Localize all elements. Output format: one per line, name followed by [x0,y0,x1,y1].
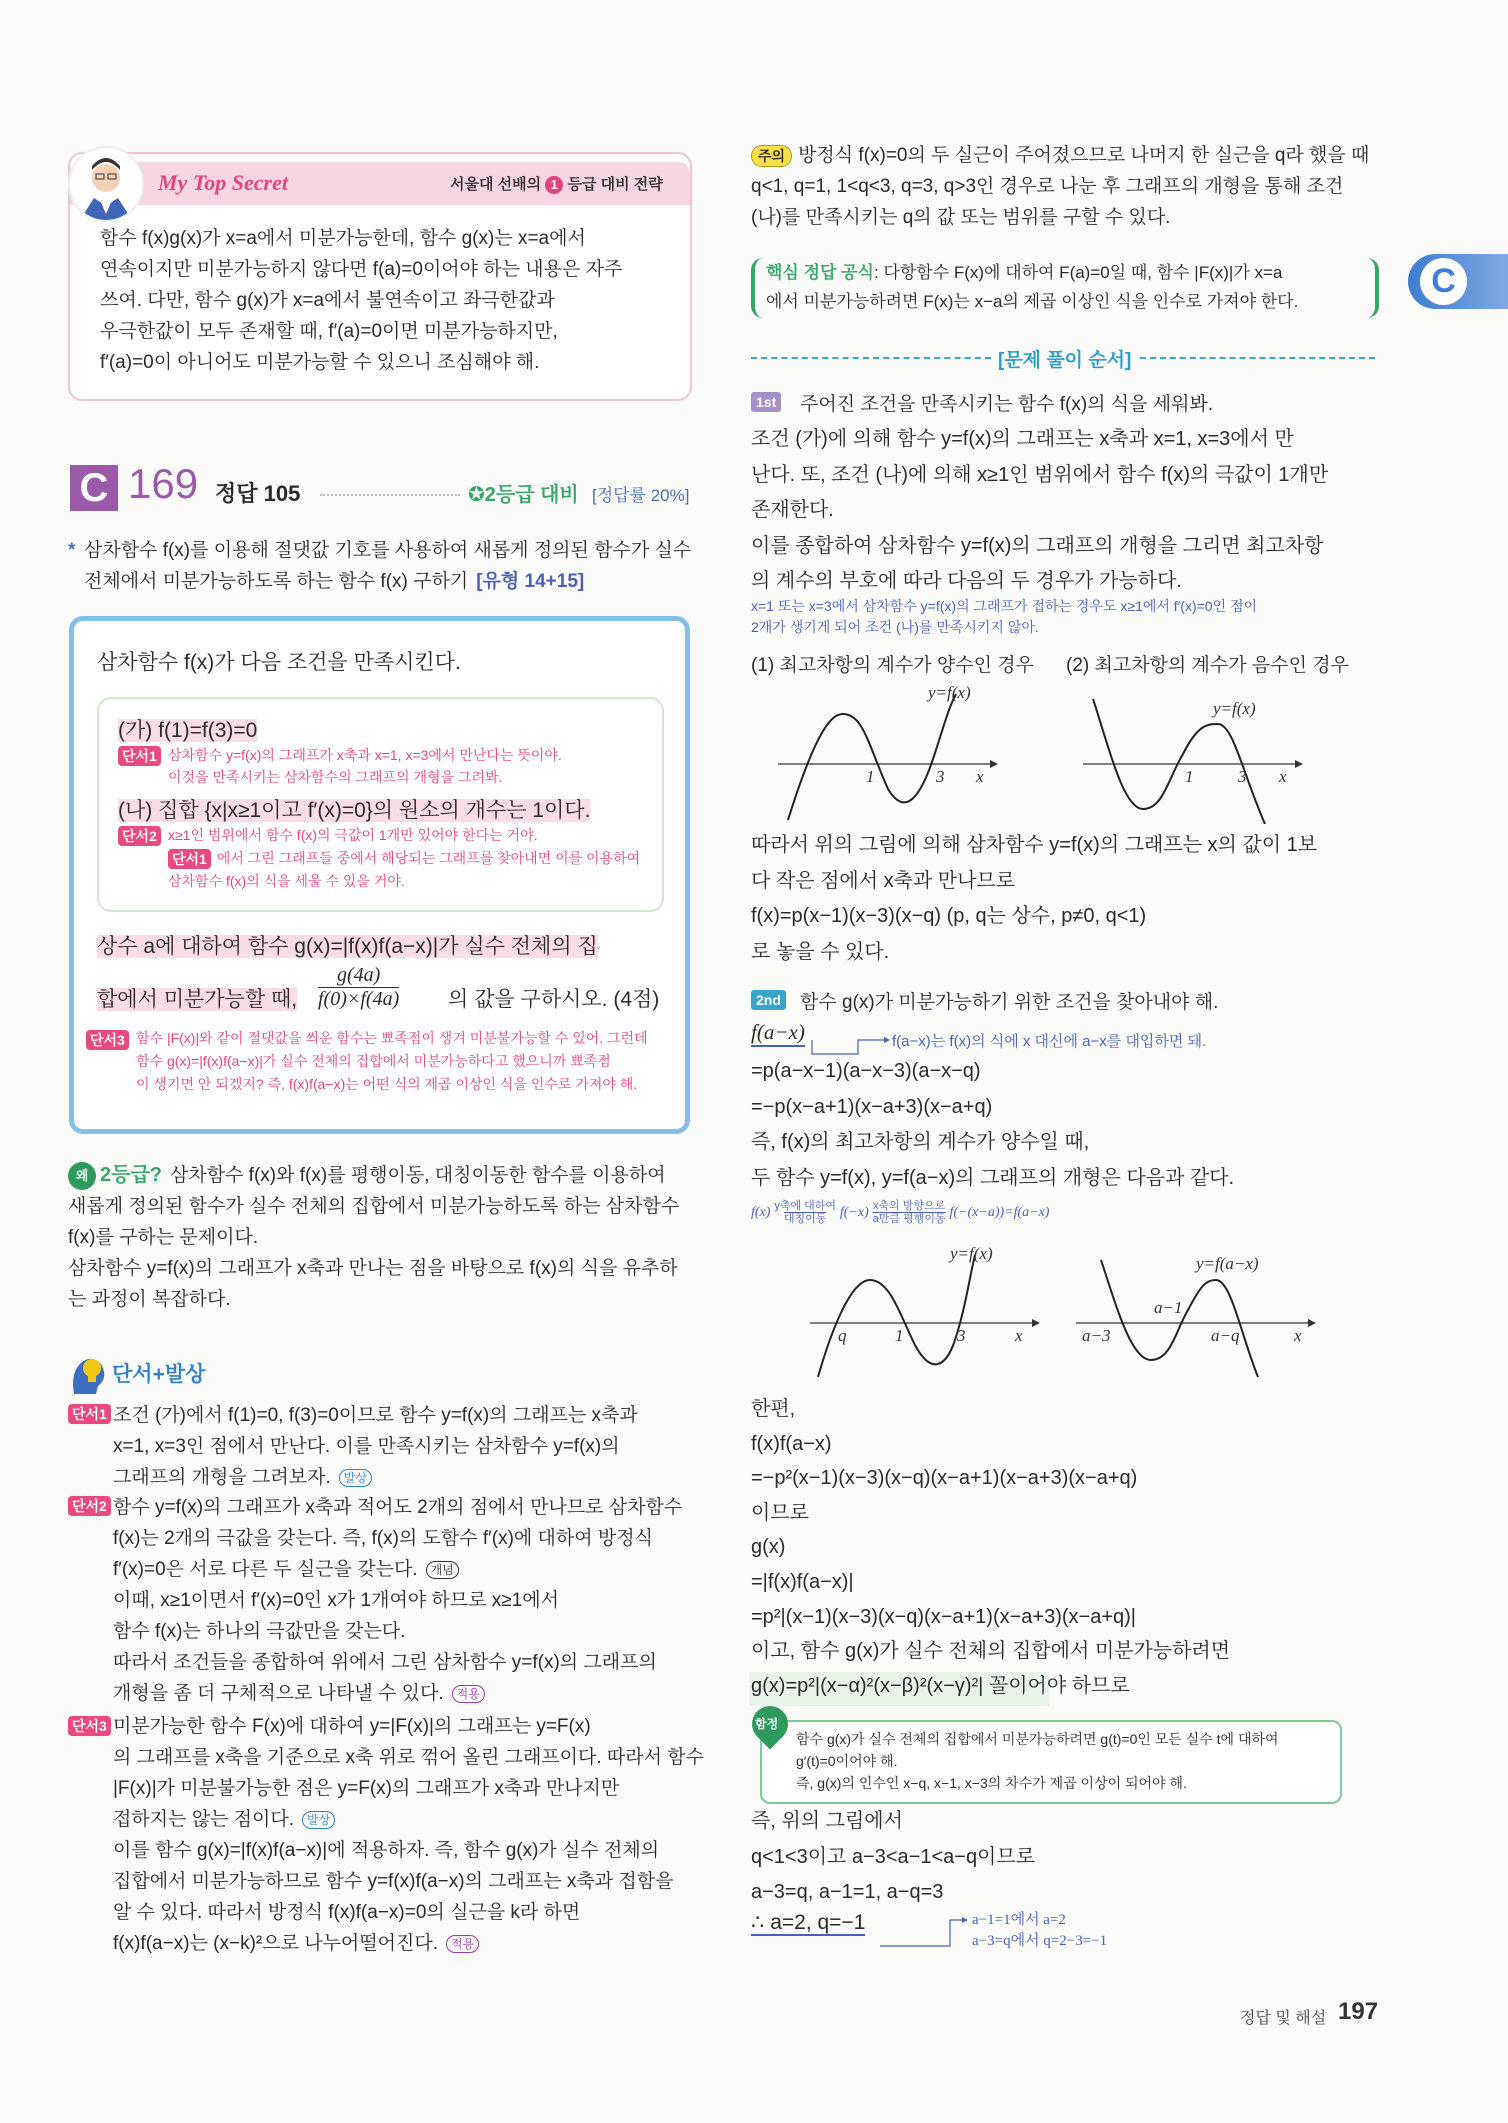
dashed-divider-left [751,357,991,359]
graph-f-x [810,1245,1040,1380]
question-text-2: 합에서 미분가능할 때, [97,988,298,1011]
step1-after-line [751,864,1317,900]
hint2-line-text: 에서 그린 그래프들 중에서 해당되는 그래프를 찾아내면 이를 이용하여 [216,850,641,866]
trap-lines [796,1728,1279,1794]
top-secret-line-text: f′(a)=0이 아니어도 미분가능할 수 있으니 조심해야 해. [100,352,540,373]
step2-line3 [751,1804,1035,1840]
trap-tag: 함정 [755,1717,779,1731]
step1-title: 주어진 조건을 만족시키는 함수 f(x)의 식을 세워봐. [800,394,1214,415]
step2-line-text: 두 함수 y=f(x), y=f(a−x)의 그래프의 개형은 다음과 같다. [751,1166,1235,1189]
step2-title: 함수 g(x)가 미분가능하기 위한 조건을 찾아내야 해. [800,992,1219,1013]
axis-label: x [1294,1326,1302,1345]
key-formula-line2: 에서 미분가능하려면 F(x)는 x−a의 제곱 이상인 식을 인수로 가져야 한다. [766,292,1299,311]
avatar [68,146,144,222]
step2-line2 [751,1530,1230,1565]
step1-line-text: 존재한다. [751,499,834,521]
arrow2-bottom: a만큼 평행이동 [872,1213,946,1225]
top-secret-title: My Top Secret [158,170,288,195]
clue1-line-text: 그래프의 개형을 그려보자. [113,1467,331,1488]
clue3-line [113,1773,704,1804]
clue3-line [113,1835,704,1866]
hint3-line-text: 함수 |F(x)|와 같이 절댓값을 씌운 함수는 뾰족점이 생겨 미분불가능할 수 있어. 그런데 [136,1030,648,1046]
dotted-divider [320,494,460,496]
tick-label: 1 [866,767,875,786]
hint3-lines [136,1027,648,1096]
step1-line-text: 이를 종합하여 삼차함수 y=f(x)의 그래프의 개형을 그리면 최고차항 [751,534,1324,557]
cubic-curve [1101,1260,1258,1377]
step2-line2-text: =p²|(x−1)(x−3)(x−q)(x−a+1)(x−a+3)(x−a+q)| [751,1605,1136,1628]
tick-label: 3 [957,1326,966,1345]
clue2-line-text: 함수 y=f(x)의 그래프가 x축과 적어도 2개의 점에서 만나므로 삼차함수 [113,1497,683,1518]
step2-line [751,1161,1234,1197]
condition-b-text: (나) 집합 {x|x≥1이고 f′(x)=0}의 원소의 개수는 1이다. [118,799,591,822]
tick-label: 1 [1185,767,1194,786]
step2-line2 [751,1565,1230,1600]
cubic-curve [818,1255,975,1377]
substitution-note: f(a−x)는 f(x)의 식에 x 대신에 a−x를 대입하면 돼. [892,1033,1207,1050]
page-number: 197 [1338,1998,1379,2025]
why-line-text: 새롭게 정의된 함수가 실수 전체의 집합에서 미분가능하도록 하는 삼차함수 [68,1196,680,1217]
subtitle-pre: 서울대 선배의 [450,176,542,193]
clue3-line-text: 접하지는 않는 점이다. [113,1809,295,1830]
step1-line [751,493,1328,529]
caution-line [751,140,1369,171]
axis-label: x [1279,767,1287,786]
clue2-line [113,1678,682,1709]
answer-label: 정답 105 [215,481,301,506]
hint2-line [168,824,640,847]
top-secret-line-text: 우극한값이 모두 존재할 때, f′(a)=0이면 미분가능하지만, [100,321,558,342]
why-line-text: 삼차함수 y=f(x)의 그래프가 x축과 만나는 점을 바탕으로 f(x)의 식을 유추하 [68,1258,678,1279]
level-label [468,478,579,507]
summary-line-text: 전체에서 미분가능하도록 하는 함수 f(x) 구하기 [84,571,469,592]
clue3-line [113,1866,704,1897]
clue3-line [113,1711,704,1742]
footer-label: 정답 및 해설 [1240,2010,1327,2027]
caution-line-text: (나)를 만족시키는 q의 값 또는 범위를 구할 수 있다. [751,207,1171,228]
step2-line2 [751,1392,1230,1427]
hint2-lines [168,824,640,893]
step2-line-text: =−p(x−a+1)(x−a+3)(x−a+q) [751,1095,993,1118]
hint-tag: 단서2 [118,826,161,846]
arrow2-top: x축의 방향으로 [872,1200,946,1212]
question-text-1: 상수 a에 대하여 함수 g(x)=|f(x)f(a−x)|가 실수 전체의 집 [97,935,598,958]
clue3-line [113,1928,704,1959]
connector-arrow-icon [880,1912,970,1952]
star-icon: ✪ [468,484,485,506]
idea-mark: 발상 [339,1469,372,1487]
fraction-numerator: g(4a) [318,964,399,988]
cubic-curve [788,694,956,820]
axis-arrow [990,760,998,768]
type-tag: [유형 14+15] [476,571,585,592]
idea-mark: 발상 [302,1811,335,1829]
step2-line2-text: 이므로 [751,1501,809,1524]
curve-label: y=f(x) [950,1245,993,1263]
hint1-line [168,766,562,788]
fraction-denominator: f(0)×f(4a) [318,988,400,1010]
top-secret-box [68,152,692,401]
hint-tag: 단서1 [118,746,161,766]
clue2-line-text: f′(x)=0은 서로 다른 두 실근을 갖는다. [113,1559,418,1580]
tick-label: a−1 [1154,1298,1183,1317]
caution-tag: 주의 [751,145,792,167]
trap-line [796,1728,1279,1750]
hint3-line [136,1050,648,1073]
transform-f2: f(−x) [839,1205,869,1221]
tick-label: a−q [1211,1326,1240,1345]
why-line-text: 삼차함수 f(x)와 f(x)를 평행이동, 대칭이동한 함수를 이용하여 [169,1165,666,1186]
key-formula-line1: : 다항함수 F(x)에 대하여 F(a)=0일 때, 함수 |F(x)|가 x=a [873,263,1283,282]
tick-label: 1 [895,1326,904,1345]
clue2-line [113,1492,682,1523]
step1-after-line [751,828,1317,864]
question-line-2 [97,983,297,1013]
problem-intro: 삼차함수 f(x)가 다음 조건을 만족시킨다. [97,651,461,674]
axis-arrow [1295,760,1303,768]
case2-label: (2) 최고차항의 계수가 음수인 경우 [1066,655,1349,676]
step2-line2 [751,1427,1230,1462]
step2-line3s [751,1804,1035,1911]
transform-arrow-1 [774,1200,836,1225]
top-secret-line-text: 연속이지만 미분가능하지 않다면 f(a)=0이어야 하는 내용은 자주 [100,259,623,280]
step2-line3-text: 즉, 위의 그림에서 [751,1810,903,1832]
top-secret-line [100,316,622,347]
step2-line3-text: a−3=q, a−1=1, a−q=3 [751,1881,944,1903]
level-text: 2등급 대비 [484,484,579,506]
clue3-line-text: 집합에서 미분가능하므로 함수 y=f(x)f(a−x)의 그래프는 x축과 접함을 [113,1871,674,1892]
why-body [68,1160,679,1315]
transform-arrow-2 [873,1200,946,1225]
trap-line-text: 함수 g(x)가 실수 전체의 집합에서 미분가능하려면 g(t)=0인 모든 실수 t에 대하여 [796,1731,1279,1747]
clue2-line [113,1523,682,1554]
trap-line [796,1750,1279,1772]
clues-title: 단서+발상 [112,1363,206,1386]
trap-line-text: 즉, g(x)의 인수인 x−q, x−1, x−3의 차수가 제곱 이상이 되어야 해. [796,1775,1187,1791]
step1-lines [751,422,1328,600]
summary-line [84,566,691,597]
hint2-line-text: 삼차함수 f(x)의 식을 세울 수 있을 거야. [168,873,405,889]
conclusion-note-line-text: a−1=1에서 a=2 [972,1912,1066,1928]
case1-label: (1) 최고차항의 계수가 양수인 경우 [751,655,1034,676]
step2-line2-text: 한편, [751,1398,796,1420]
why-line-text: f(x)를 구하는 문제이다. [68,1227,259,1248]
step2-line2 [751,1496,1230,1531]
clue2-line-text: 개형을 좀 더 구체적으로 나타낼 수 있다. [113,1683,444,1704]
axis-arrow [1032,1319,1040,1327]
arrow1-bottom: 대칭이동 [783,1213,827,1225]
clue1-lines [113,1400,638,1493]
hint1-lines [168,744,562,788]
step2-line2-text: f(x)f(a−x) [751,1432,832,1455]
correct-rate: [정답률 20%] [592,486,690,505]
conclusion-note-line-text: a−3=q에서 q=2−3=−1 [972,1933,1108,1949]
curve-label: y=f(a−x) [1196,1254,1259,1273]
lightbulb-head-icon [68,1352,108,1396]
top-secret-subtitle [450,173,663,194]
fraction [318,964,399,1011]
step1-line-text: 조건 (가)에 의해 함수 y=f(x)의 그래프는 x축과 x=1, x=3에서 만 [751,428,1294,450]
key-formula [766,258,1298,316]
why-line [68,1253,679,1284]
step2-line2 [751,1634,1230,1669]
caution-line-text: 방정식 f(x)=0의 두 실근이 주어졌으므로 나머지 한 실근을 q라 했을 때 [798,145,1370,166]
step1-line-text: 난다. 또, 조건 (나)에 의해 x≥1인 범위에서 함수 f(x)의 극값이 1개만 [751,463,1329,486]
hint3-line-text: 이 생기면 안 되겠지? 즉, f(x)f(a−x)는 어떤 식의 제곱 이상인 식을 인수로 가져야 해. [136,1076,638,1092]
section-side-tab[interactable] [1408,254,1508,309]
clue2-line [113,1616,682,1647]
axis-label: x [976,767,984,786]
hint2-line [168,847,640,870]
clue2-line-text: 따라서 조건들을 종합하여 위에서 그린 삼차함수 y=f(x)의 그래프의 [113,1652,657,1673]
step2-line2 [751,1461,1230,1496]
condition-a [118,714,257,744]
clue3-line-text: f(x)f(a−x)는 (x−k)²으로 나누어떨어진다. [113,1933,438,1954]
top-secret-line-text: 쓰여. 다만, 함수 g(x)가 x=a에서 불연속이고 좌극한값과 [100,290,555,311]
step2-line3-text: q<1<3이고 a−3<a−1<a−q이므로 [751,1845,1036,1868]
step1-after-line-text: 다 작은 점에서 x축과 만나므로 [751,869,1016,892]
clue2-line-text: 함수 f(x)는 하나의 극값만을 갖는다. [113,1621,406,1642]
question-line-3: 의 값을 구하시오. (4점) [448,988,660,1011]
step2-line2-text: g(x) [751,1536,786,1559]
clue2-line [113,1554,682,1585]
asterisk-icon: * [68,540,76,561]
top-secret-line [100,285,622,316]
step2-line2s [751,1392,1230,1703]
clue3-line [113,1897,704,1928]
why-line [68,1191,679,1222]
step2-line [751,1054,1234,1090]
clue3-line-text: 의 그래프를 x축을 기준으로 x축 위로 꺾어 올린 그래프이다. 따라서 함수 [113,1747,704,1768]
clue3-line-text: 이를 함수 g(x)=|f(x)f(a−x)|에 적용하자. 즉, 함수 g(x)가 실수 전체의 [113,1840,660,1861]
step2-line2 [751,1669,1230,1704]
clue2-line [113,1585,682,1616]
hint-ref-tag: 단서1 [168,849,211,869]
hint2-line [168,870,640,893]
step1-after-line [751,935,1317,971]
transform-note [751,1200,1049,1225]
caution-body [751,140,1369,233]
step2-line [751,1090,1234,1126]
tick-label: 3 [936,767,945,786]
clue1-line [113,1431,638,1462]
hint3-line [136,1027,648,1050]
step1-after-line-text: f(x)=p(x−1)(x−3)(x−q) (p, q는 상수, p≠0, q<1) [751,905,1147,927]
clue3-line-text: 알 수 있다. 따라서 방정식 f(x)f(a−x)=0의 실근을 k라 하면 [113,1902,581,1923]
conclusion-note-line [972,1910,1107,1931]
why-title: 2등급? [100,1164,162,1186]
graph-f-a-minus-x [1076,1245,1316,1380]
step2-line2-text: =|f(x)f(a−x)| [751,1570,854,1593]
step2-line2-text: g(x)=p²|(x−α)²(x−β)²(x−γ)²| 꼴이어야 하므로 [751,1674,1130,1697]
section-badge: C [70,465,118,511]
clue3-line-text: |F(x)|가 미분불가능한 점은 y=F(x)의 그래프가 x축과 만나지만 [113,1778,620,1799]
step2-line [751,1125,1234,1161]
clue3-line [113,1804,704,1835]
step1-tag: 1st [751,392,781,412]
conclusion-text: ∴ a=2, q=−1 [751,1911,866,1934]
summary-lines [84,535,691,597]
condition-a-text: (가) f(1)=f(3)=0 [118,719,258,742]
hint1-line-text: 삼차함수 y=f(x)의 그래프가 x축과 x=1, x=3에서 만난다는 뜻이야. [168,747,562,763]
conclusion-note-lines [972,1910,1107,1952]
caution-line [751,202,1369,233]
clue2-line [113,1647,682,1678]
condition-b [118,794,590,824]
step2-tag: 2nd [751,990,786,1010]
step2-line-text: 즉, f(x)의 최고차항의 계수가 양수일 때, [751,1131,1090,1153]
hint-tag: 단서3 [86,1030,129,1050]
top-secret-line [100,254,622,285]
conclusion [751,1910,865,1935]
tick-label: 3 [1238,767,1247,786]
clue2-line-text: 이때, x≥1이면서 f′(x)=0인 x가 1개여야 하므로 x≥1에서 [113,1590,559,1611]
grade-badge: 1 [545,176,563,194]
curve-label: y=f(x) [1213,699,1256,718]
step1-line [751,564,1328,600]
caution-line-text: q<1, q=1, 1<q<3, q=3, q>3인 경우로 나눈 후 그래프의 개형을 통해 조건 [751,176,1344,197]
solution-order-title: [문제 풀이 순서] [998,350,1132,371]
conclusion-note-line [972,1931,1107,1952]
arrow1-top: y축에 대하여 [774,1200,837,1212]
step1-line-text: 의 계수의 부호에 따라 다음의 두 경우가 가능하다. [751,570,1182,592]
apply-mark: 적용 [446,1935,479,1953]
transform-f1: f(x) [751,1205,771,1221]
summary-line [84,535,691,566]
clue2-lines [113,1492,682,1709]
caution-line [751,171,1369,202]
dashed-divider-right [1140,357,1375,359]
step1-note-lines [751,596,1257,638]
clue3-lines [113,1711,704,1959]
hint3-line [136,1073,648,1096]
clue-tag: 단서1 [68,1404,111,1424]
avatar-icon [70,148,142,220]
top-secret-lines [100,223,622,378]
clue3-line-text: 미분가능한 함수 F(x)에 대하여 y=|F(x)|의 그래프는 y=F(x) [113,1716,591,1737]
graph-negative-cubic [1083,684,1303,824]
summary-line-text: 삼차함수 f(x)를 이용해 절댓값 기호를 사용하여 새롭게 정의된 함수가 실수 [84,540,692,561]
graph-positive-cubic [778,684,998,824]
hint3-line-text: 함수 g(x)=|f(x)f(a−x)|가 실수 전체의 집합에서 미분가능하다고 했으니까 뾰족점 [136,1053,611,1069]
side-tab-label: C [1420,258,1467,305]
key-formula-label: 핵심 정답 공식 [766,263,874,282]
subtitle-post: 등급 대비 전략 [567,176,663,193]
step1-after-line-text: 따라서 위의 그림에 의해 삼차함수 y=f(x)의 그래프는 x의 값이 1보 [751,834,1318,856]
step1-note-line [751,596,1257,617]
axis-arrow [1308,1319,1316,1327]
step2-line-text: =p(a−x−1)(a−x−3)(a−x−q) [751,1060,981,1082]
step1-after-line [751,899,1317,935]
why-badge: 왜 [68,1162,96,1190]
clue1-line [113,1400,638,1431]
top-secret-line-text: 함수 f(x)g(x)가 x=a에서 미분가능한데, 함수 g(x)는 x=a에서 [100,228,586,249]
why-line [68,1160,679,1191]
hint2-line-text: x≥1인 범위에서 함수 f(x)의 극값이 1개만 있어야 한다는 거야. [168,827,538,843]
step2-line2-text: 이고, 함수 g(x)가 실수 전체의 집합에서 미분가능하려면 [751,1640,1231,1663]
clue1-line-text: 조건 (가)에서 f(1)=0, f(3)=0이므로 함수 y=f(x)의 그래프는 x축과 [113,1405,638,1426]
hint1-line-text: 이것을 만족시키는 삼차함수의 그래프의 개형을 그려봐. [168,769,503,785]
step1-line [751,458,1328,494]
curve-label: y=f(x) [928,684,971,702]
step2-line2-text: =−p²(x−1)(x−3)(x−q)(x−a+1)(x−a+3)(x−a+q) [751,1467,1138,1490]
question-line-1 [97,930,598,960]
trap-line [796,1772,1279,1794]
step1-line [751,529,1328,565]
step1-after-lines [751,828,1317,970]
why-line-text: 는 과정이 복잡하다. [68,1289,231,1310]
tick-label: q [838,1326,847,1345]
f-a-minus-x: f(a−x) [751,1020,805,1047]
step2-lines [751,1054,1234,1196]
axis-label: x [1015,1326,1023,1345]
concept-mark: 개념 [426,1561,459,1579]
transform-f3: f(−(x−a))=f(a−x) [949,1205,1050,1221]
step1-note-line-text: 2개가 생기게 되어 조건 (나)를 만족시키지 않아. [751,619,1039,635]
clue1-line-text: x=1, x=3인 점에서 만난다. 이를 만족시키는 삼차함수 y=f(x)의 [113,1436,620,1457]
why-line [68,1222,679,1253]
clue3-line [113,1742,704,1773]
clue2-line-text: f(x)는 2개의 극값을 갖는다. 즉, f(x)의 도함수 f′(x)에 대하여 방정식 [113,1528,653,1549]
step1-after-line-text: 로 놓을 수 있다. [751,940,890,963]
step1-line [751,422,1328,458]
clue-tag: 단서3 [68,1716,111,1736]
problem-number: 169 [128,460,199,507]
why-lines [68,1160,679,1315]
hint1-line [168,744,562,766]
step2-line3 [751,1840,1035,1876]
step2-line2 [751,1600,1230,1635]
trap-line-text: g′(t)=0이어야 해. [796,1753,898,1769]
clue-tag: 단서2 [68,1496,111,1516]
apply-mark: 적용 [452,1685,485,1703]
step1-note-line [751,617,1257,638]
step2-line3 [751,1875,1035,1911]
top-secret-line [100,347,622,378]
step1-note-line-text: x=1 또는 x=3에서 삼차함수 y=f(x)의 그래프가 접하는 경우도 x≥1에서 f′(x)=0인 점이 [751,598,1258,614]
tick-label: a−3 [1082,1326,1111,1345]
top-secret-line [100,223,622,254]
clue1-line [113,1462,638,1493]
why-line [68,1284,679,1315]
caution-lines [751,140,1369,233]
